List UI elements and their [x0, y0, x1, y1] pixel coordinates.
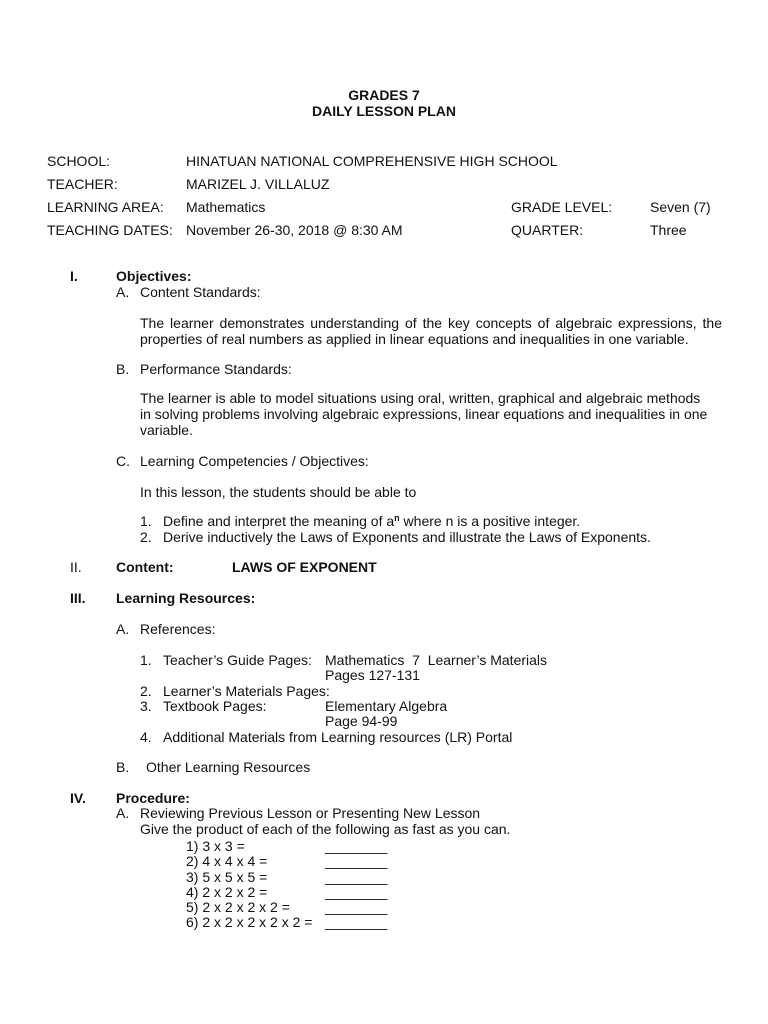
- teacher-value: MARIZEL J. VILLALUZ: [186, 176, 330, 192]
- content-topic: LAWS OF EXPONENT: [232, 559, 377, 575]
- performance-standards-line: The learner is able to model situations using oral, written, graphical and algebraic methods: [140, 390, 701, 406]
- review-instruction: Give the product of each of the following as fast as you can.: [140, 821, 511, 837]
- other-resources-title: Other Learning Resources: [146, 759, 311, 775]
- school-label: SCHOOL:: [47, 153, 111, 169]
- exercise-expression: 1) 3 x 3 =: [186, 838, 245, 854]
- answer-blank: ________: [325, 838, 388, 854]
- answer-blank: ________: [325, 853, 388, 869]
- answer-blank: ________: [325, 914, 388, 930]
- reference-label: Learner’s Materials Pages:: [163, 683, 330, 699]
- subsection-letter: B.: [116, 361, 130, 377]
- list-number: 2.: [140, 683, 152, 699]
- reference-label: Additional Materials from Learning resources (LR) Portal: [163, 729, 513, 745]
- content-standards-line: properties of real numbers as applied in linear equations and inequalities in one variable.: [140, 331, 689, 347]
- answer-blank: ________: [325, 884, 388, 900]
- exercise-expression: 6) 2 x 2 x 2 x 2 x 2 =: [186, 914, 313, 930]
- exercise-expression: 4) 2 x 2 x 2 =: [186, 884, 268, 900]
- section-heading-objectives: Objectives:: [116, 268, 192, 284]
- competency-item: [163, 513, 580, 529]
- section-numeral-content: II.: [70, 559, 82, 575]
- exercise-expression: 5) 2 x 2 x 2 x 2 =: [186, 899, 290, 915]
- list-number: 1.: [140, 652, 152, 668]
- section-heading-content: Content:: [116, 559, 174, 575]
- subsection-letter: A.: [116, 805, 130, 821]
- list-number: 2.: [140, 529, 152, 545]
- section-numeral-procedure: IV.: [70, 790, 86, 806]
- document-title: GRADES 7: [348, 87, 420, 103]
- reference-value: Mathematics 7 Learner’s Materials: [325, 652, 548, 668]
- reference-label: Teacher’s Guide Pages:: [163, 652, 312, 668]
- grade-level-value: Seven (7): [650, 199, 711, 215]
- document-subtitle: DAILY LESSON PLAN: [312, 103, 456, 119]
- content-standards-line: The learner demonstrates understanding of the key concepts of algebraic expressions, the: [140, 315, 722, 331]
- subsection-letter: C.: [116, 453, 130, 469]
- review-title: Reviewing Previous Lesson or Presenting New Lesson: [140, 805, 481, 821]
- performance-standards-line: in solving problems involving algebraic expressions, linear equations and inequalities in one: [140, 406, 708, 422]
- competency-text-before: Define and interpret the meaning of a: [163, 513, 395, 529]
- performance-standards-line: variable.: [140, 422, 193, 438]
- exercise-expression: 2) 4 x 4 x 4 =: [186, 853, 268, 869]
- list-number: 4.: [140, 729, 152, 745]
- section-heading-procedure: Procedure:: [116, 790, 190, 806]
- content-standards-title: Content Standards:: [140, 284, 261, 300]
- competency-item: Derive inductively the Laws of Exponents and illustrate the Laws of Exponents.: [163, 529, 651, 545]
- subsection-letter: A.: [116, 284, 130, 300]
- exercise-expression: 3) 5 x 5 x 5 =: [186, 869, 268, 885]
- reference-pages: Pages 127-131: [325, 667, 420, 683]
- grade-level-label: GRADE LEVEL:: [511, 199, 613, 215]
- teaching-dates-value: November 26-30, 2018 @ 8:30 AM: [186, 222, 403, 238]
- school-value: HINATUAN NATIONAL COMPREHENSIVE HIGH SCHOOL: [186, 153, 558, 169]
- teaching-dates-label: TEACHING DATES:: [47, 222, 173, 238]
- teacher-label: TEACHER:: [47, 176, 118, 192]
- subsection-letter: B.: [116, 759, 130, 775]
- competency-text-after: where n is a positive integer.: [399, 513, 581, 529]
- exponent-superscript: n: [394, 513, 400, 523]
- reference-value: Elementary Algebra: [325, 698, 448, 714]
- performance-standards-title: Performance Standards:: [140, 361, 292, 377]
- section-heading-resources: Learning Resources:: [116, 590, 256, 606]
- section-numeral-objectives: I.: [70, 268, 78, 284]
- answer-blank: ________: [325, 899, 388, 915]
- references-title: References:: [140, 621, 216, 637]
- learning-area-label: LEARNING AREA:: [47, 199, 164, 215]
- list-number: 1.: [140, 513, 152, 529]
- subsection-letter: A.: [116, 621, 130, 637]
- answer-blank: ________: [325, 869, 388, 885]
- quarter-label: QUARTER:: [511, 222, 584, 238]
- reference-pages: Page 94-99: [325, 713, 398, 729]
- competencies-title: Learning Competencies / Objectives:: [140, 453, 369, 469]
- section-numeral-resources: III.: [70, 590, 86, 606]
- reference-label: Textbook Pages:: [163, 698, 267, 714]
- competencies-intro: In this lesson, the students should be able to: [140, 484, 417, 500]
- learning-area-value: Mathematics: [186, 199, 266, 215]
- quarter-value: Three: [650, 222, 687, 238]
- list-number: 3.: [140, 698, 152, 714]
